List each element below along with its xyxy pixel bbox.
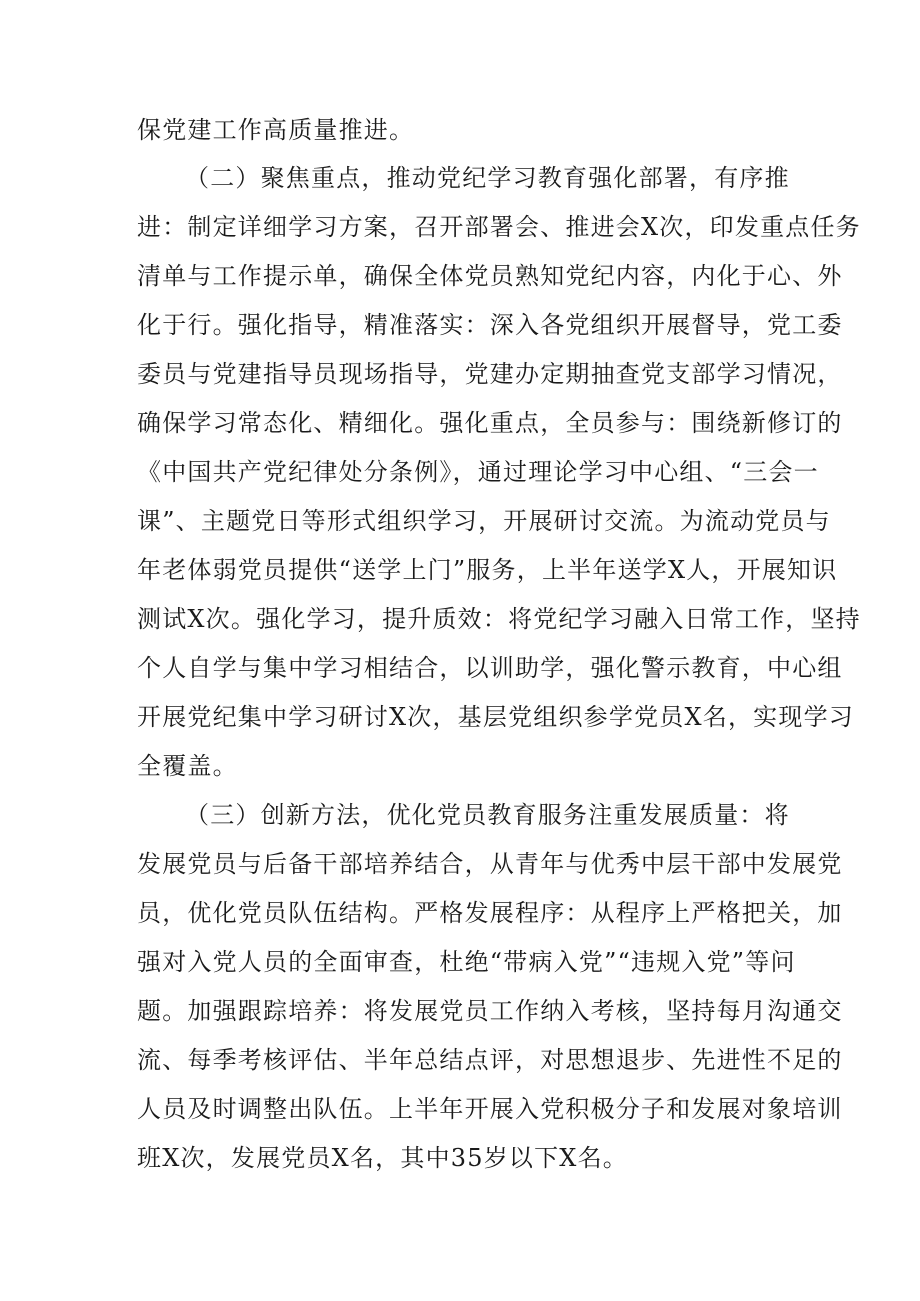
text-line: 强对入党人员的全面审查，杜绝“带病入党”“违规入党”等问 [137, 948, 796, 976]
text-line: 测试X次。强化学习，提升质效：将党纪学习融入日常工作，坚持 [137, 605, 861, 633]
text-line: 开展党纪集中学习研讨X次，基层党组织参学党员X名，实现学习 [137, 703, 854, 731]
text-line: 人员及时调整出队伍。上半年开展入党积极分子和发展对象培训 [137, 1095, 843, 1123]
text-line: 年老体弱党员提供“送学上门”服务，上半年送学X人，开展知识 [137, 556, 838, 584]
text-line: 课”、主题党日等形式组织学习，开展研讨交流。为流动党员与 [137, 507, 831, 535]
text-line: 员，优化党员队伍结构。严格发展程序：从程序上严格把关，加 [137, 899, 843, 927]
text-line: 确保学习常态化、精细化。强化重点，全员参与：围绕新修订的 [137, 409, 843, 437]
text-line: 发展党员与后备干部培养结合，从青年与优秀中层干部中发展党 [137, 850, 843, 878]
text-line: 个人自学与集中学习相结合，以训助学，强化警示教育，中心组 [137, 654, 843, 682]
text-line: 《中国共产党纪律处分条例》，通过理论学习中心组、“三会一 [137, 458, 819, 486]
text-line: 流、每季考核评估、半年总结点评，对思想退步、先进性不足的 [137, 1046, 843, 1074]
text-line: 班X次，发展党员X名，其中35岁以下X名。 [137, 1144, 628, 1172]
text-line: 清单与工作提示单，确保全体党员熟知党纪内容，内化于心、外 [137, 262, 843, 290]
text-line: （三）创新方法，优化党员教育服务注重发展质量：将 [185, 801, 790, 829]
text-line: 委员与党建指导员现场指导，党建办定期抽查党支部学习情况， [137, 360, 843, 388]
text-line: （二）聚焦重点，推动党纪学习教育强化部署，有序推 [185, 164, 790, 192]
text-line: 保党建工作高质量推进。 [137, 116, 415, 144]
text-line: 化于行。强化指导，精准落实：深入各党组织开展督导，党工委 [137, 311, 843, 339]
text-line: 进：制定详细学习方案，召开部署会、推进会X次，印发重点任务 [137, 213, 861, 241]
text-line: 题。加强跟踪培养：将发展党员工作纳入考核，坚持每月沟通交 [137, 997, 843, 1025]
text-line: 全覆盖。 [137, 752, 238, 780]
